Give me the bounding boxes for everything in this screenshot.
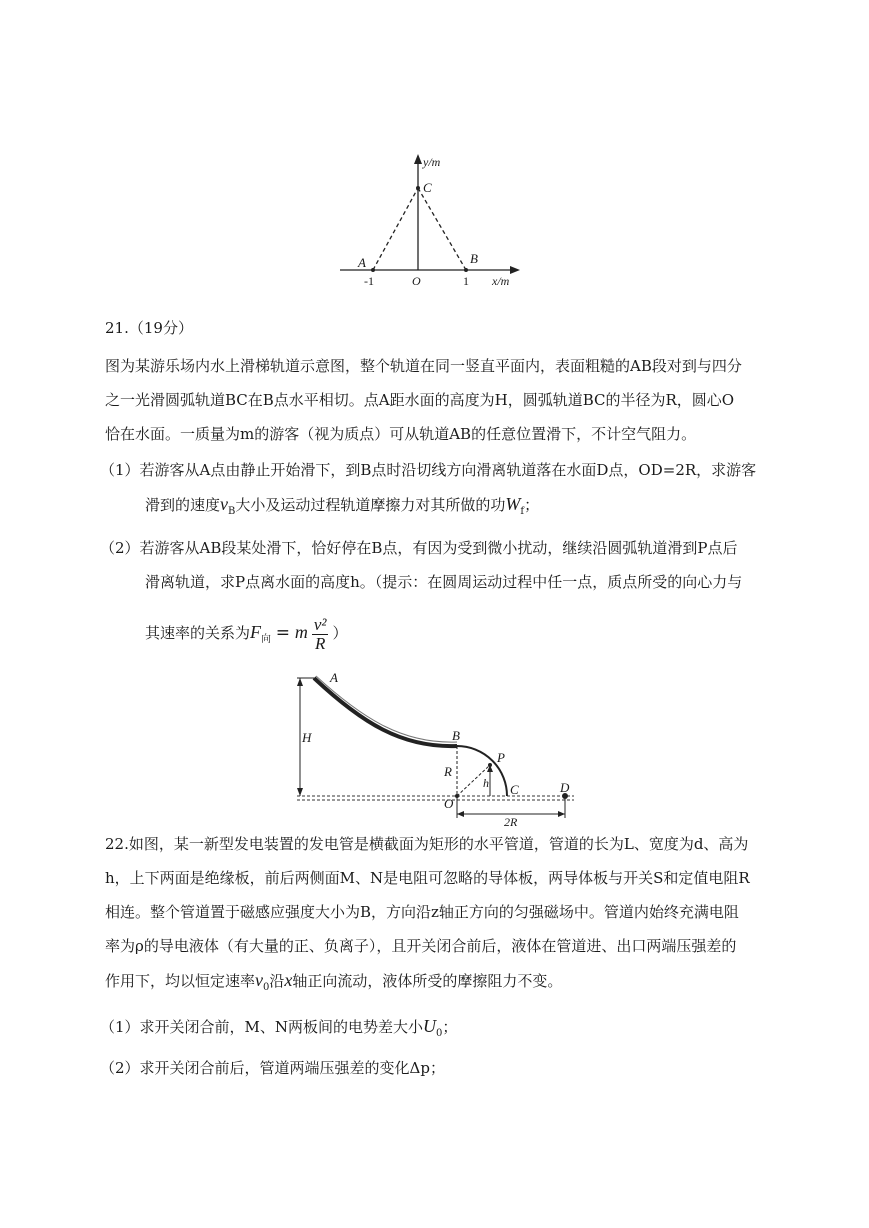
q22-paragraph-line-5 [105, 970, 562, 998]
label-h-big: H [302, 730, 312, 745]
q21-header: 21.（19分） [105, 319, 193, 337]
q21-paragraph-line-1: 图为某游乐场内水上滑梯轨道示意图，整个轨道在同一竖直平面内，表面粗糙的AB段对到与四分 [105, 357, 742, 375]
var-v-subscript: B [228, 506, 236, 517]
q21-sub1-line-2 [145, 494, 539, 522]
label-c: C [510, 782, 519, 797]
q21-sub2-text-a: 其速率的关系为 [145, 624, 251, 642]
var-x: x [284, 970, 293, 990]
q21-sub2-close: ） [332, 624, 348, 642]
q22-paragraph-line-3: 相连。整个管道置于磁感应强度大小为B，方向沿z轴正方向的匀强磁场中。管道内始终充满电阻 [105, 903, 739, 921]
fraction-denominator: R [314, 633, 326, 653]
x-axis-arrow [510, 266, 520, 274]
q22-sub1-text: （1）求开关闭合前，M、N两板间的电势差大小 [100, 1018, 424, 1036]
label-o: O [444, 796, 454, 811]
var-u-subscript: 0 [436, 1028, 443, 1039]
label-b: B [452, 728, 460, 743]
var-w: W [505, 494, 521, 514]
q21-sub2-line-1: （2）若游客从AB段某处滑下，恰好停在B点，有因为受到微小扰动，继续沿圆弧轨道滑到P点后 [100, 539, 738, 557]
q22-text-a: 作用下，均以恒定速率 [105, 972, 256, 990]
q21-sub2-line-3 [145, 612, 348, 660]
q21-sub1-text-a: 滑到的速度 [145, 496, 221, 514]
label-r: R [444, 764, 452, 779]
label-h-small: h [483, 776, 489, 790]
water-slide-figure [292, 668, 582, 828]
segment-ca [373, 188, 418, 270]
q22-paragraph-line-4: 率为ρ的导电液体（有大量的正、负离子），且开关闭合前后，液体在管道进、出口两端压强差的 [105, 937, 737, 955]
tick-1: 1 [463, 274, 469, 288]
q22-sub2: （2）求开关闭合前后，管道两端压强差的变化Δp； [100, 1059, 445, 1077]
tick-neg1: -1 [364, 274, 374, 288]
point-p-dot [488, 763, 492, 767]
q21-sub1-line-1: （1）若游客从A点由静止开始滑下，到B点时沿切线方向滑离轨道落在水面D点，OD=2R，求游客 [100, 461, 757, 479]
q22-sub1-close: ； [442, 1018, 458, 1036]
var-m: m [294, 622, 308, 642]
q22-paragraph-line-2: h，上下两面是绝缘板，前后两侧面M、N是电阻可忽略的导体板，两导体板与开关S和定值电阻R [105, 869, 750, 887]
var-v: v [220, 494, 229, 514]
height-top-arrow [297, 678, 303, 686]
point-a-dot [371, 268, 375, 272]
equals-sign: = [275, 623, 291, 643]
label-p: P [497, 750, 505, 765]
var-v-subscript: 0 [263, 982, 270, 993]
measure-right-arrow [558, 811, 565, 817]
var-f-subscript: 向 [261, 634, 272, 645]
label-2r: 2R [504, 815, 518, 828]
label-c: C [423, 180, 432, 195]
q21-sub1-text-b: 大小及运动过程轨道摩擦力对其所做的功 [235, 496, 506, 514]
q21-paragraph-line-3: 恰在水面。一质量为m的游客（视为质点）可从轨道AB的任意位置滑下，不计空气阻力。 [105, 425, 697, 443]
var-v: v [255, 970, 264, 990]
q22-text-c: 轴正向流动，液体所受的摩擦阻力不变。 [292, 972, 563, 990]
var-f: F [250, 622, 262, 642]
height-bottom-arrow [297, 788, 303, 796]
label-a: A [358, 255, 366, 270]
point-c-dot [416, 186, 420, 190]
var-w-subscript: f [520, 506, 525, 517]
point-b-dot [464, 268, 468, 272]
q22-text-b: 沿 [269, 972, 285, 990]
coordinate-figure [330, 150, 530, 290]
slide-track-ab [314, 678, 457, 746]
fraction-numerator: v² [313, 614, 327, 634]
fraction-v2-over-r [312, 616, 329, 653]
x-axis-label: x/m [492, 274, 510, 288]
y-axis-arrow [414, 154, 422, 164]
label-d: D [560, 780, 570, 795]
q22-paragraph-line-1: 22.如图，某一新型发电装置的发电管是横截面为矩形的水平管道，管道的长为L、宽度为d、高为 [105, 835, 749, 853]
q21-sub2-line-2: 滑离轨道，求P点离水面的高度h。（提示：在圆周运动过程中任一点，质点所受的向心力与 [145, 573, 743, 591]
segment-cb [418, 188, 466, 270]
point-o-dot [455, 794, 459, 798]
label-b: B [470, 251, 478, 266]
var-u: U [423, 1016, 437, 1036]
measure-left-arrow [457, 811, 464, 817]
label-a: A [330, 670, 338, 685]
y-axis-label: y/m [423, 155, 441, 169]
q22-sub1 [100, 1016, 457, 1044]
q21-sub1-text-c: ； [524, 496, 540, 514]
q21-paragraph-line-2: 之一光滑圆弧轨道BC在B点水平相切。点A距水面的高度为H，圆弧轨道BC的半径为R，圆心O [105, 391, 735, 409]
label-origin: O [412, 274, 421, 288]
